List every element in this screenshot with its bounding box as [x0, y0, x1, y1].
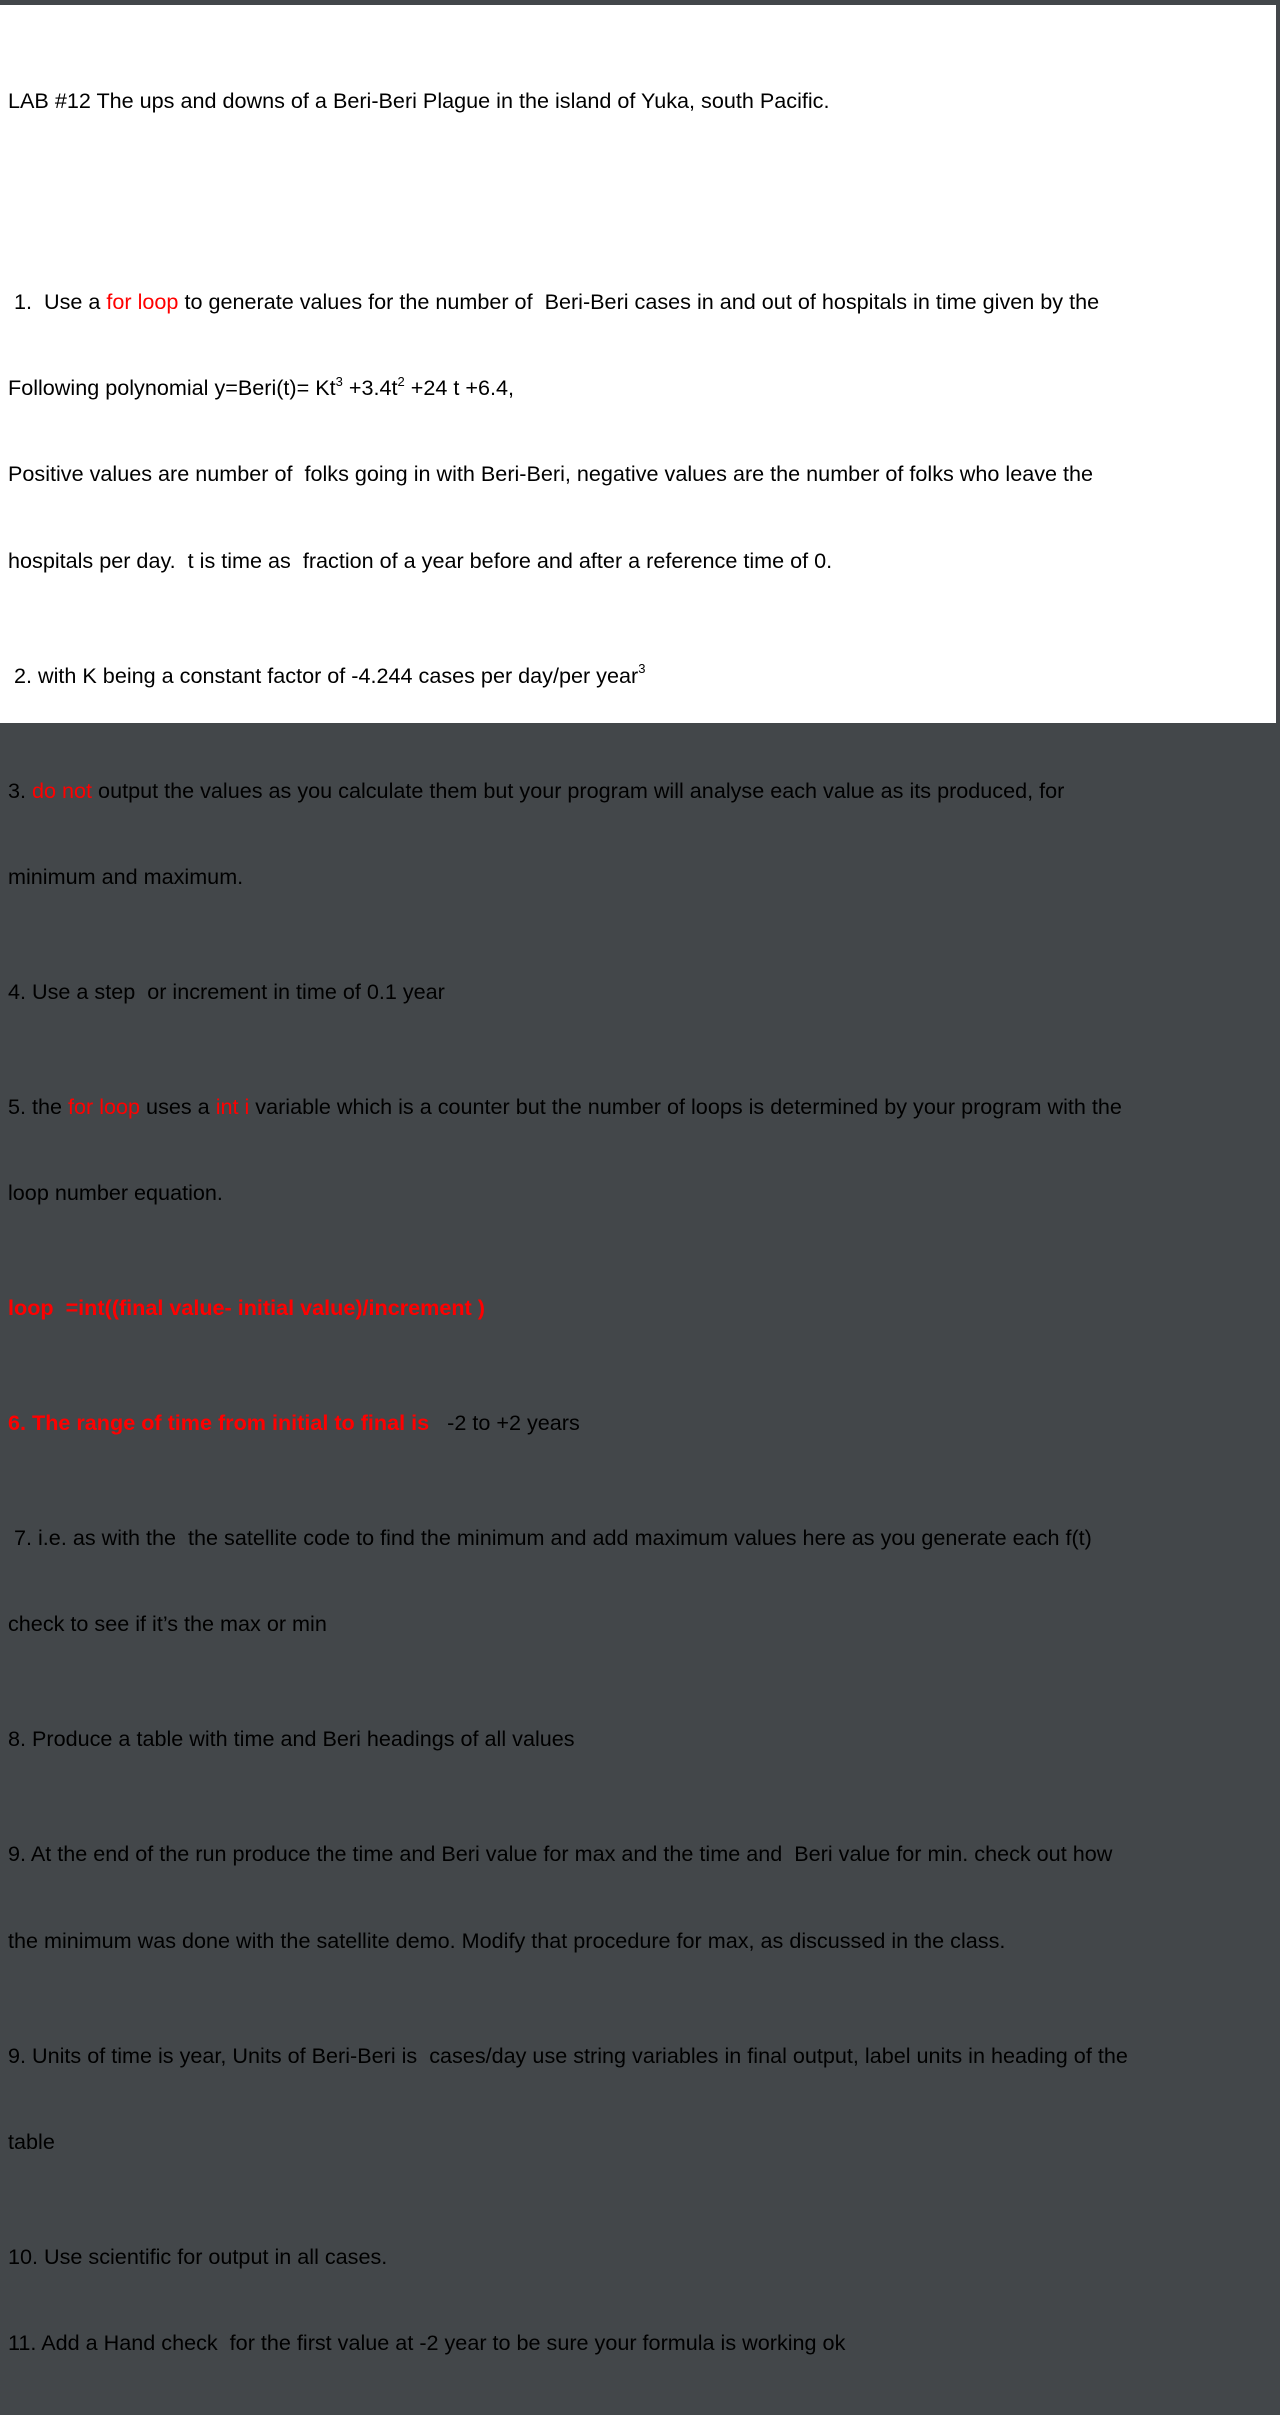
instruction-11: 11. Add a Hand check for the first value at -2 year to be sure your formula is working ok — [8, 2330, 846, 2355]
instruction-9-line-1: 9. At the end of the run produce the time and Beri value for max and the time and Beri value for min. check out how — [8, 1841, 1113, 1867]
superscript: 2 — [397, 373, 405, 389]
instruction-1-line-1 — [8, 288, 1270, 317]
range-value: -2 to +2 years — [429, 1410, 580, 1435]
text: uses a — [140, 1093, 216, 1119]
text: to generate values for the number of Beri-Beri cases in and out of hospitals in time given by the — [178, 288, 1100, 314]
keyword-for-loop: for loop — [68, 1093, 141, 1119]
instruction-1-formula — [8, 374, 1270, 403]
keyword-do-not: do not — [32, 777, 93, 803]
text: 5. the — [8, 1093, 69, 1119]
instruction-9b-line-2: table — [8, 2128, 55, 2154]
superscript: 3 — [638, 661, 646, 677]
lab-title: LAB #12 The ups and downs of a Beri-Beri Plague in the island of Yuka, south Pacific. — [8, 87, 830, 113]
superscript: 3 — [335, 373, 343, 389]
formula-text: Following polynomial y=Beri(t)= Kt — [8, 375, 336, 400]
instruction-10: 10. Use scientific for output in all cases. — [8, 2243, 388, 2269]
instruction-2 — [8, 662, 1270, 691]
instruction-6 — [8, 1409, 1270, 1438]
range-label: 6. The range of time from initial to final is — [8, 1410, 430, 1435]
keyword-for-loop: for loop — [106, 288, 179, 314]
instruction-5-line-2: loop number equation. — [8, 1180, 223, 1205]
loop-equation: loop =int((final value- initial value)/increment ) — [8, 1295, 485, 1320]
instruction-4: 4. Use a step or increment in time of 0.1 year — [8, 978, 445, 1004]
blank-line — [8, 173, 1270, 202]
instruction-3-line-1 — [8, 777, 1270, 806]
instruction-1-line-4: hospitals per day. t is time as fraction of a year before and after a reference time of 0. — [8, 547, 833, 573]
formula-text: +24 t +6.4, — [404, 375, 515, 400]
formula-text: +3.4t — [342, 375, 398, 400]
text: 3. — [8, 777, 33, 803]
document-page — [0, 5, 1276, 2355]
instruction-9-line-2: the minimum was done with the satellite demo. Modify that procedure for max, as discussed in the class. — [8, 1927, 1006, 1953]
instruction-5-line-1 — [8, 1093, 1270, 1122]
instruction-1-line-3: Positive values are number of folks going in with Beri-Beri, negative values are the number of folks who leave the — [8, 461, 1094, 487]
text: variable which is a counter but the number of loops is determined by your program with the — [249, 1093, 1122, 1119]
text: 2. with K being a constant factor of -4.244 cases per day/per year — [8, 662, 639, 688]
lab-instructions — [8, 29, 1270, 2415]
text: 1. Use a — [8, 288, 107, 314]
instruction-7-line-1: 7. i.e. as with the the satellite code to find the minimum and add maximum values here as you generate each f(t) — [8, 1525, 1092, 1550]
instruction-9b-line-1: 9. Units of time is year, Units of Beri-Beri is cases/day use string variables in final output, label units in heading of the — [8, 2042, 1128, 2068]
keyword-int-i: int i — [215, 1093, 250, 1119]
instruction-3-line-2: minimum and maximum. — [8, 863, 244, 889]
text: output the values as you calculate them but your program will analyse each value as its produced, for — [92, 777, 1065, 803]
instruction-7-line-2: check to see if it’s the max or min — [8, 1611, 327, 1637]
instruction-8: 8. Produce a table with time and Beri headings of all values — [8, 1726, 575, 1752]
